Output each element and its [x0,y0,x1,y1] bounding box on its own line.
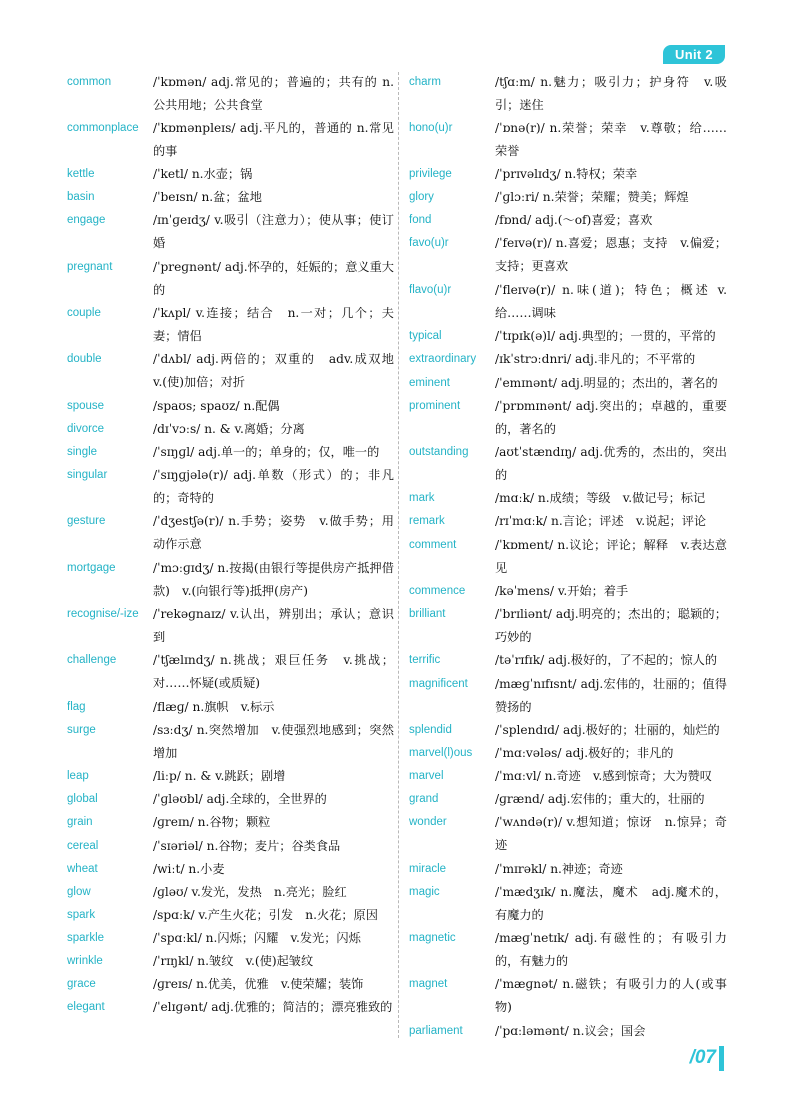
vocab-word: fond [409,214,432,226]
vocab-word: grand [409,793,439,805]
vocab-definition: /dɪˈvɔːs/ n. & v.离婚；分离 [153,422,305,436]
vocab-word: charm [409,76,441,88]
vocab-word: common [67,76,112,88]
vocab-word: singular [67,469,108,481]
vocab-word: mortgage [67,562,116,574]
vocab-definition: /mæɡˈnɪfɪsnt/ adj.宏伟的，壮丽的；值得赞扬的 [495,677,727,714]
vocab-word: commonplace [67,122,139,134]
vocab-word: magnetic [409,932,456,944]
vocab-definition: /liːp/ n. & v.跳跃；剧增 [153,769,286,783]
vocab-definition: /ˈtɪpɪk(ə)l/ adj.典型的；一贯的，平常的 [495,329,716,343]
page-number: /07 [689,1047,716,1068]
vocab-word: glow [67,886,91,898]
vocab-definition: /ˈprɒmɪnənt/ adj.突出的；卓越的，重要的，著名的 [495,399,727,436]
vocab-definition: /fɒnd/ adj.(～of)喜爱；喜欢 [495,213,653,227]
vocab-word: mark [409,492,435,504]
vocab-definition: /ˈspɑːkl/ n.闪烁；闪耀 v.发光；闪烁 [153,931,361,945]
vocab-word: privilege [409,168,452,180]
vocab-word: pregnant [67,261,113,273]
vocab-definition: /ˈmɔːɡɪdʒ/ n.按揭(由银行等提供房产抵押借款) v.(向银行等)抵押(房产) [153,561,394,598]
vocab-definition: /spaʊs; spaʊz/ n.配偶 [153,399,280,413]
vocab-definition: /mɑːk/ n.成绩；等级 v.做记号；标记 [495,491,706,505]
vocab-word: sparkle [67,932,105,944]
unit-badge: Unit 2 [663,45,725,64]
vocab-definition: /ˈsɪəriəl/ n.谷物；麦片；谷类食品 [153,839,341,853]
vocab-definition: /ˈelɪɡənt/ adj.优雅的；简洁的；漂亮雅致的 [153,1000,393,1014]
vocab-word: basin [67,191,95,203]
vocab-definition: /tʃɑːm/ n.魅力；吸引力；护身符 v.吸引；迷住 [495,75,727,112]
vocab-word: hono(u)r [409,122,453,134]
vocab-word: comment [409,539,457,551]
vocab-definition: /ˈprɪvəlɪdʒ/ n.特权；荣幸 [495,167,638,181]
vocab-definition: /ɡrænd/ adj.宏伟的；重大的，壮丽的 [495,792,705,806]
vocab-definition: /ˈmɑːvl/ n.奇迹 v.感到惊奇；大为赞叹 [495,769,712,783]
vocab-definition: /ˈdʒestʃə(r)/ n.手势；姿势 v.做手势；用动作示意 [153,514,394,551]
vocab-definition: /ˈfleɪvə(r)/ n.味(道)；特色；概述 v.给……调味 [495,283,727,320]
vocab-definition: /ɡləʊ/ v.发光，发热 n.亮光；脸红 [153,885,347,899]
vocab-word: magic [409,886,440,898]
vocab-word: magnificent [409,678,468,690]
vocab-definition: /ˈmæɡnət/ n.磁铁；有吸引力的人(或事物) [495,977,727,1014]
vocab-word: glory [409,191,434,203]
vocab-word: magnet [409,978,448,990]
vocab-word: marvel(l)ous [409,747,473,759]
vocab-word: spouse [67,400,105,412]
vocab-definition: /ˈmædʒɪk/ n.魔法，魔术 adj.魔术的，有魔力的 [495,885,727,922]
vocab-word: engage [67,214,106,226]
vocab-definition: /flæɡ/ n.旗帜 v.标示 [153,700,275,714]
vocab-definition: /ɪkˈstrɔːdnri/ adj.非凡的；不平常的 [495,352,696,366]
vocab-word: wheat [67,863,98,875]
column-divider [398,72,400,1038]
vocab-definition: /ˈketl/ n.水壶；锅 [153,167,253,181]
vocab-word: flag [67,701,86,713]
vocab-definition: /sɜːdʒ/ n.突然增加 v.使强烈地感到；突然增加 [153,723,394,760]
vocab-word: divorce [67,423,105,435]
vocab-word: single [67,446,98,458]
vocab-definition: /ˈɡləʊbl/ adj.全球的，全世界的 [153,792,327,806]
vocab-word: splendid [409,724,452,736]
vocab-word: brilliant [409,608,446,620]
vocab-definition: /ˈdʌbl/ adj.两倍的；双重的 adv.成双地 v.(使)加倍；对折 [153,352,407,389]
vocab-word: typical [409,330,442,342]
vocab-word: double [67,353,102,365]
vocab-definition: /ɪnˈɡeɪdʒ/ v.吸引（注意力）；使从事；使订婚 [153,213,394,250]
vocab-definition: /ˈɡlɔːri/ n.荣誉；荣耀；赞美；辉煌 [495,190,689,204]
vocab-word: wonder [409,816,447,828]
vocab-word: miracle [409,863,447,875]
vocab-definition: /ˈmɪrəkl/ n.神迹；奇迹 [495,862,623,876]
vocab-word: global [67,793,98,805]
vocab-word: terrific [409,654,441,666]
vocab-word: challenge [67,654,117,666]
vocab-word: eminent [409,377,450,389]
vocab-definition: /ˈsɪŋɡl/ adj.单一的；单身的；仅，唯一的 [153,445,380,459]
vocab-word: surge [67,724,96,736]
vocab-definition: /spɑːk/ v.产生火花；引发 n.火花；原因 [153,908,378,922]
vocab-definition: /ˈrekəɡnaɪz/ v.认出，辨别出；承认；意识到 [153,607,394,644]
vocab-word: prominent [409,400,461,412]
vocab-definition: /mæɡˈnetɪk/ adj.有磁性的；有吸引力的，有魅力的 [495,931,727,968]
vocab-definition: /ˈbeɪsn/ n.盆；盆地 [153,190,262,204]
vocab-word: grain [67,816,93,828]
vocab-definition: /ˈkɒment/ n.议论；评论；解释 v.表达意见 [495,538,727,575]
vocab-word: outstanding [409,446,469,458]
page-number-bar [719,1046,724,1071]
vocab-definition: /aʊtˈstændɪŋ/ adj.优秀的，杰出的，突出的 [495,445,727,482]
vocab-definition: /ˈbrɪliənt/ adj.明亮的；杰出的；聪颖的；巧妙的 [495,607,727,644]
vocab-word: flavo(u)r [409,284,452,296]
vocab-definition: /ˈfeɪvə(r)/ n.喜爱；恩惠；支持 v.偏爱；支持；更喜欢 [495,236,727,273]
vocab-word: remark [409,515,445,527]
vocab-definition: /ɡreɪn/ n.谷物；颗粒 [153,815,271,829]
vocab-word: spark [67,909,96,921]
vocab-definition: /ˈkʌpl/ v.连接；结合 n.一对；几个；夫妻；情侣 [153,306,394,343]
vocab-definition: /ɡreɪs/ n.优美，优雅 v.使荣耀；装饰 [153,977,364,991]
vocab-word: parliament [409,1025,463,1037]
vocab-word: favo(u)r [409,237,449,249]
vocab-definition: /təˈrɪfɪk/ adj.极好的，了不起的；惊人的 [495,653,718,667]
vocab-definition: /ˈɒnə(r)/ n.荣誉；荣幸 v.尊敬；给……荣誉 [495,121,727,158]
vocab-word: recognise/-ize [67,608,139,620]
vocab-definition: /ˈsplendɪd/ adj.极好的；壮丽的，灿烂的 [495,723,720,737]
vocab-definition: /ˈpreɡnənt/ adj.怀孕的，妊娠的；意义重大的 [153,260,394,297]
vocab-definition: /ˈemɪnənt/ adj.明显的；杰出的，著名的 [495,376,718,390]
vocab-definition: /kəˈmens/ v.开始；着手 [495,584,629,598]
vocab-definition: /ˈrɪŋkl/ n.皱纹 v.(使)起皱纹 [153,954,314,968]
vocab-word: cereal [67,840,99,852]
vocab-definition: /ˈwʌndə(r)/ v.想知道；惊讶 n.惊异；奇迹 [495,815,727,852]
vocab-definition: /ˈkɒmən/ adj.常见的；普遍的；共有的 n.公共用地；公共食堂 [153,75,394,112]
vocab-definition: /ˈsɪŋɡjələ(r)/ adj.单数（形式）的；非凡的；奇特的 [153,468,394,505]
vocab-word: elegant [67,1001,105,1013]
vocab-definition: /ˈmɑːvələs/ adj.极好的；非凡的 [495,746,674,760]
vocab-word: wrinkle [67,955,103,967]
vocab-word: leap [67,770,89,782]
vocab-definition: /rɪˈmɑːk/ n.言论；评述 v.说起；评论 [495,514,707,528]
vocab-definition: /ˈtʃælɪndʒ/ n.挑战；艰巨任务 v.挑战；对……怀疑(或质疑) [153,653,394,690]
vocab-word: gesture [67,515,106,527]
vocab-word: marvel [409,770,444,782]
vocab-definition: /wiːt/ n.小麦 [153,862,225,876]
vocab-definition: /ˈkɒmənpleɪs/ adj.平凡的，普通的 n.常见的事 [153,121,394,158]
vocab-word: extraordinary [409,353,477,365]
vocab-word: grace [67,978,96,990]
vocab-word: kettle [67,168,95,180]
vocab-word: couple [67,307,101,319]
vocab-definition: /ˈpɑːləmənt/ n.议会；国会 [495,1024,646,1038]
vocab-word: commence [409,585,466,597]
